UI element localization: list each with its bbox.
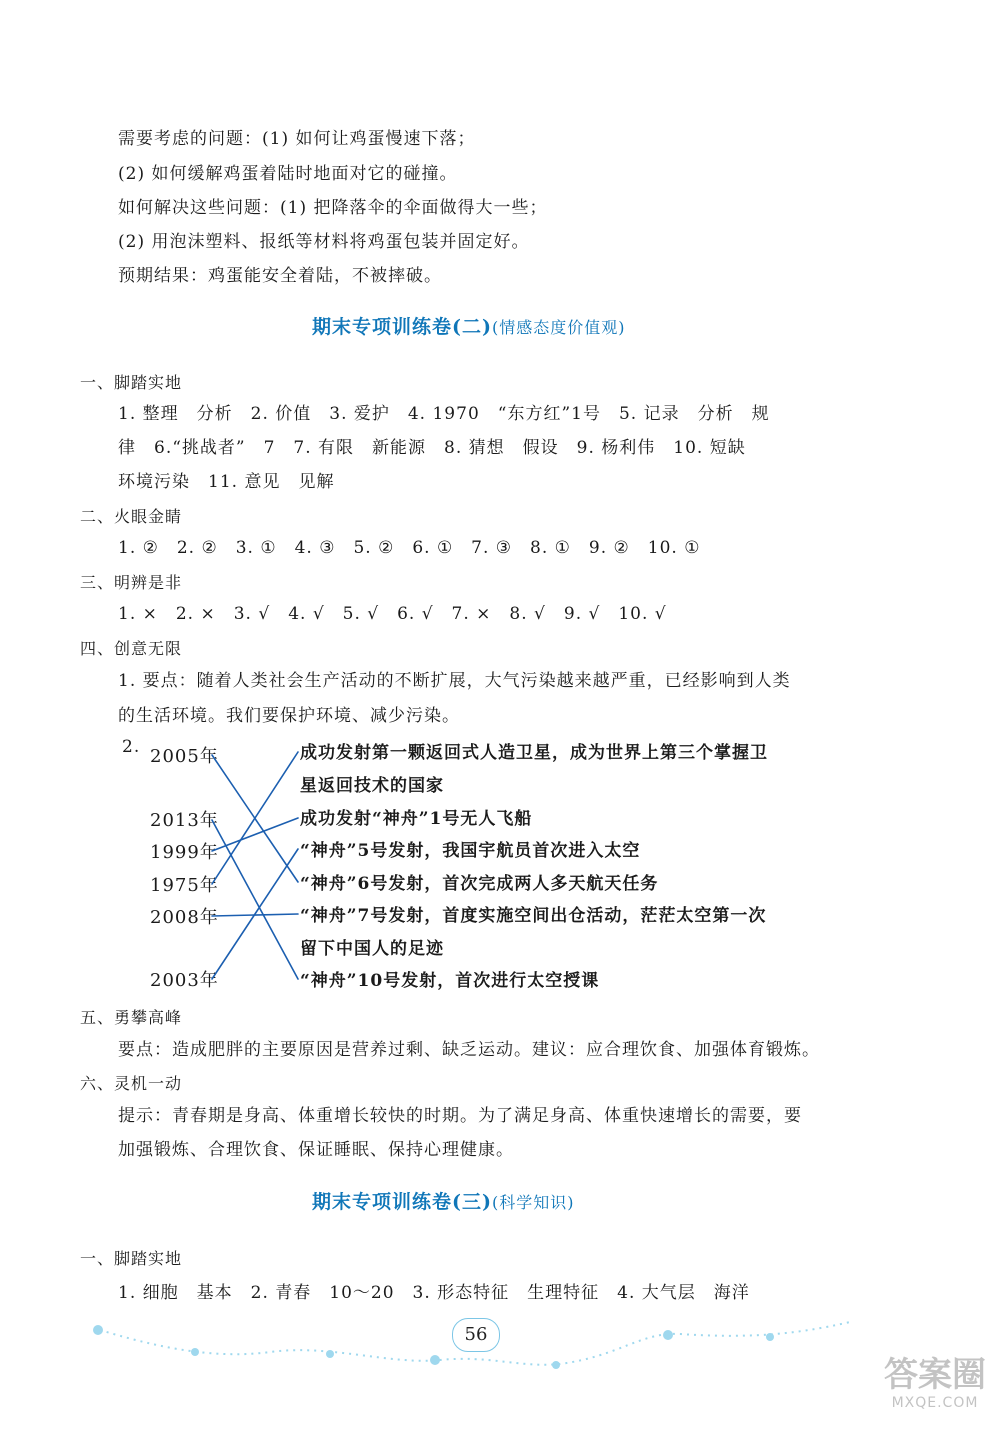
match-line-1999 bbox=[212, 818, 298, 851]
event-2008-line-1: “神舟”7号发射，首度实施空间出仓活动，茫茫太空第一次 bbox=[300, 906, 767, 926]
year-1999: 1999年 bbox=[150, 842, 219, 863]
exam2-title-sub: (情感态度价值观) bbox=[491, 318, 626, 337]
exam2-s4-line-1: 1. 要点：随着人类社会生产活动的不断扩展，大气污染越来越严重，已经影响到人类 bbox=[118, 671, 791, 691]
exam2-s2-answers: 1. ② 2. ② 3. ① 4. ③ 5. ② 6. ① 7. ③ 8. ① 9. ② 10. ① bbox=[118, 538, 701, 558]
exam3-s1-heading: 一、脚踏实地 bbox=[80, 1249, 183, 1268]
event-1999: 成功发射“神舟”1号无人飞船 bbox=[300, 809, 533, 829]
year-2013: 2013年 bbox=[150, 810, 219, 831]
match-line-2013 bbox=[212, 820, 298, 979]
event-2013: “神舟”10号发射，首次进行太空授课 bbox=[300, 971, 600, 991]
watermark-logo bbox=[880, 1355, 990, 1435]
exam2-s2-heading: 二、火眼金睛 bbox=[80, 507, 183, 526]
exam2-s1-line-3: 环境污染 11. 意见 见解 bbox=[118, 472, 335, 492]
year-2008: 2008年 bbox=[150, 907, 219, 928]
exam2-s3-answers: 1. × 2. × 3. √ 4. √ 5. √ 6. √ 7. × 8. √ 9. √ 10. √ bbox=[118, 604, 667, 624]
event-2005: “神舟”6号发射，首次完成两人多天航天任务 bbox=[300, 874, 659, 894]
year-2003: 2003年 bbox=[150, 970, 219, 991]
exam3-title bbox=[312, 1187, 574, 1214]
exam2-title-main: 期末专项训练卷(二) bbox=[312, 316, 492, 338]
event-1975-line-2: 星返回技术的国家 bbox=[300, 776, 444, 796]
matching-question-number: 2. bbox=[122, 737, 141, 757]
exam2-s6-line-1: 提示：青春期是身高、体重增长较快的时期。为了满足身高、体重快速增长的需要，要 bbox=[118, 1106, 802, 1126]
watermark-site: MXQE.COM bbox=[891, 1395, 979, 1411]
exam2-s4-heading: 四、创意无限 bbox=[80, 639, 183, 658]
intro-line-1: 需要考虑的问题：(1) 如何让鸡蛋慢速下落； bbox=[118, 129, 476, 149]
exam2-s4-line-2: 的生活环境。我们要保护环境、减少污染。 bbox=[118, 706, 460, 726]
exam2-s6-line-2: 加强锻炼、合理饮食、保证睡眠、保持心理健康。 bbox=[118, 1140, 514, 1160]
year-2005: 2005年 bbox=[150, 746, 219, 767]
event-2008-line-2: 留下中国人的足迹 bbox=[300, 939, 444, 959]
exam3-s1-line-1: 1. 细胞 基本 2. 青春 10～20 3. 形态特征 生理特征 4. 大气层 海洋 bbox=[118, 1283, 750, 1303]
intro-line-2: (2) 如何缓解鸡蛋着陆时地面对它的碰撞。 bbox=[118, 164, 458, 184]
page-number: 56 bbox=[452, 1318, 500, 1352]
exam2-s1-line-2: 律 6.“挑战者” 7 7. 有限 新能源 8. 猜想 假设 9. 杨利伟 10. 短缺 bbox=[118, 438, 746, 458]
exam3-title-main: 期末专项训练卷(三) bbox=[312, 1191, 492, 1213]
exam2-s3-heading: 三、明辨是非 bbox=[80, 573, 183, 592]
watermark-logo-text: 答案圈 bbox=[884, 1355, 986, 1395]
year-1975: 1975年 bbox=[150, 875, 219, 896]
event-1975-line-1: 成功发射第一颗返回式人造卫星，成为世界上第三个掌握卫 bbox=[300, 743, 768, 763]
exam2-s5-heading: 五、勇攀高峰 bbox=[80, 1008, 183, 1027]
intro-line-5: 预期结果：鸡蛋能安全着陆，不被摔破。 bbox=[118, 266, 442, 286]
exam2-s1-heading: 一、脚踏实地 bbox=[80, 373, 183, 392]
decorative-dotted-wave bbox=[93, 1325, 774, 1369]
intro-line-3: 如何解决这些问题：(1) 把降落伞的伞面做得大一些； bbox=[118, 198, 548, 218]
exam3-title-sub: (科学知识) bbox=[491, 1193, 575, 1212]
intro-line-4: (2) 用泡沫塑料、报纸等材料将鸡蛋包装并固定好。 bbox=[118, 232, 530, 252]
exam2-s1-line-1: 1. 整理 分析 2. 价值 3. 爱护 4. 1970 “东方红”1号 5. 记录 分析 规 bbox=[118, 404, 770, 424]
exam2-s6-heading: 六、灵机一动 bbox=[80, 1074, 183, 1093]
event-2003: “神舟”5号发射，我国宇航员首次进入太空 bbox=[300, 841, 641, 861]
exam2-s5-line-1: 要点：造成肥胖的主要原因是营养过剩、缺乏运动。建议：应合理饮食、加强体育锻炼。 bbox=[118, 1040, 820, 1060]
